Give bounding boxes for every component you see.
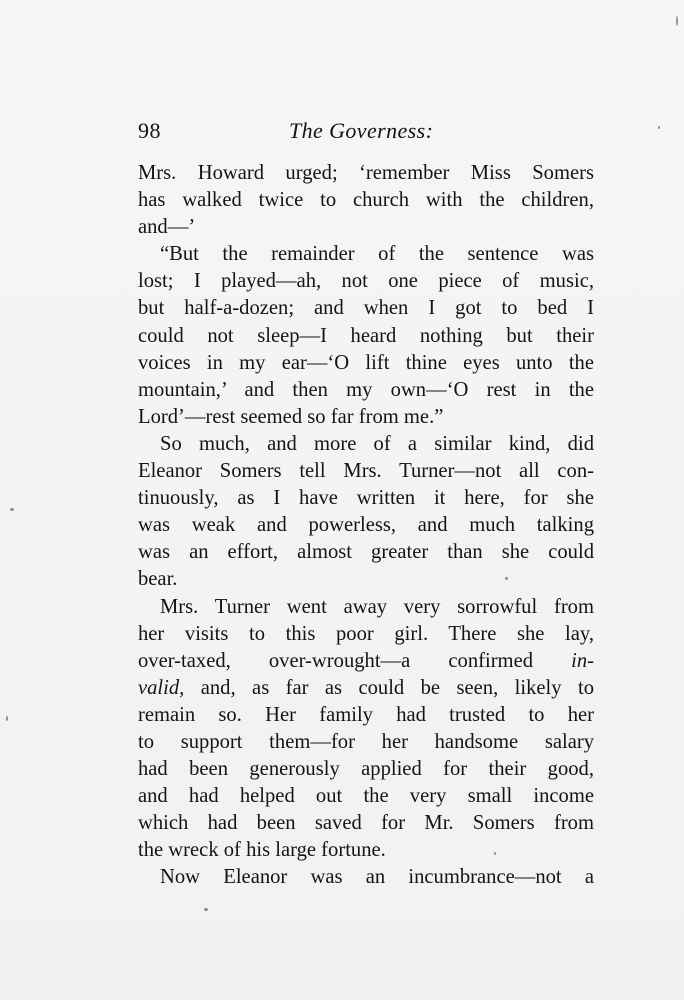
- italic-word: in-: [571, 649, 594, 672]
- scan-speck: [494, 852, 496, 855]
- text-line: voices in my ear—‘O lift thine eyes unto the: [138, 351, 594, 374]
- text-line: So much, and more of a similar kind, did: [160, 432, 594, 455]
- text-line: which had been saved for Mr. Somers from: [138, 812, 594, 835]
- text-line: but half-a-dozen; and when I got to bed I: [138, 297, 594, 320]
- running-title: The Governess:: [289, 118, 434, 143]
- text-line: lost; I played—ah, not one piece of music,: [138, 270, 594, 293]
- italic-word: valid,: [138, 676, 185, 699]
- text-line: mountain,’ and then my own—‘O rest in the: [138, 378, 594, 401]
- scan-speck: [10, 508, 14, 511]
- text-line: tinuously, as I have written it here, for she: [138, 487, 594, 510]
- text-line: was an effort, almost greater than she could: [138, 541, 594, 564]
- text-segment: over-taxed, over-wrought—a confirmed: [138, 649, 534, 672]
- text-line: was weak and powerless, and much talking: [138, 514, 594, 537]
- text-line: [138, 675, 594, 702]
- page-number: 98: [138, 118, 161, 143]
- text-line: Mrs. Howard urged; ‘remember Miss Somers: [138, 162, 594, 184]
- scan-speck: [676, 16, 678, 26]
- text-line: and had helped out the very small income: [138, 785, 594, 808]
- text-line: had been generously applied for their good,: [138, 758, 594, 781]
- text-line: to support them—for her handsome salary: [138, 730, 594, 753]
- page-header: [138, 118, 594, 148]
- page-body: [138, 160, 594, 892]
- scan-speck: [204, 908, 208, 911]
- text-line: remain so. Her family had trusted to her: [138, 703, 594, 726]
- text-line: has walked twice to church with the children,: [138, 189, 594, 212]
- text-line: her visits to this poor girl. There she lay,: [138, 622, 594, 645]
- text-line: could not sleep—I heard nothing but their: [138, 324, 594, 347]
- scan-speck: [6, 716, 8, 721]
- scan-speck: [658, 126, 660, 129]
- text-segment: and, as far as could be seen, likely to: [200, 676, 594, 699]
- text-line: and—’: [138, 216, 196, 239]
- text-line: “But the remainder of the sentence was: [160, 243, 594, 266]
- text-line: the wreck of his large fortune.: [138, 839, 386, 862]
- text-line: [138, 648, 594, 675]
- scan-speck: [505, 577, 508, 580]
- text-line: Lord’—rest seemed so far from me.”: [138, 405, 444, 428]
- text-line: bear.: [138, 568, 178, 591]
- text-line: Mrs. Turner went away very sorrowful from: [160, 595, 594, 618]
- text-line: Now Eleanor was an incumbrance—not a: [160, 866, 594, 889]
- text-line: Eleanor Somers tell Mrs. Turner—not all con-: [138, 460, 594, 483]
